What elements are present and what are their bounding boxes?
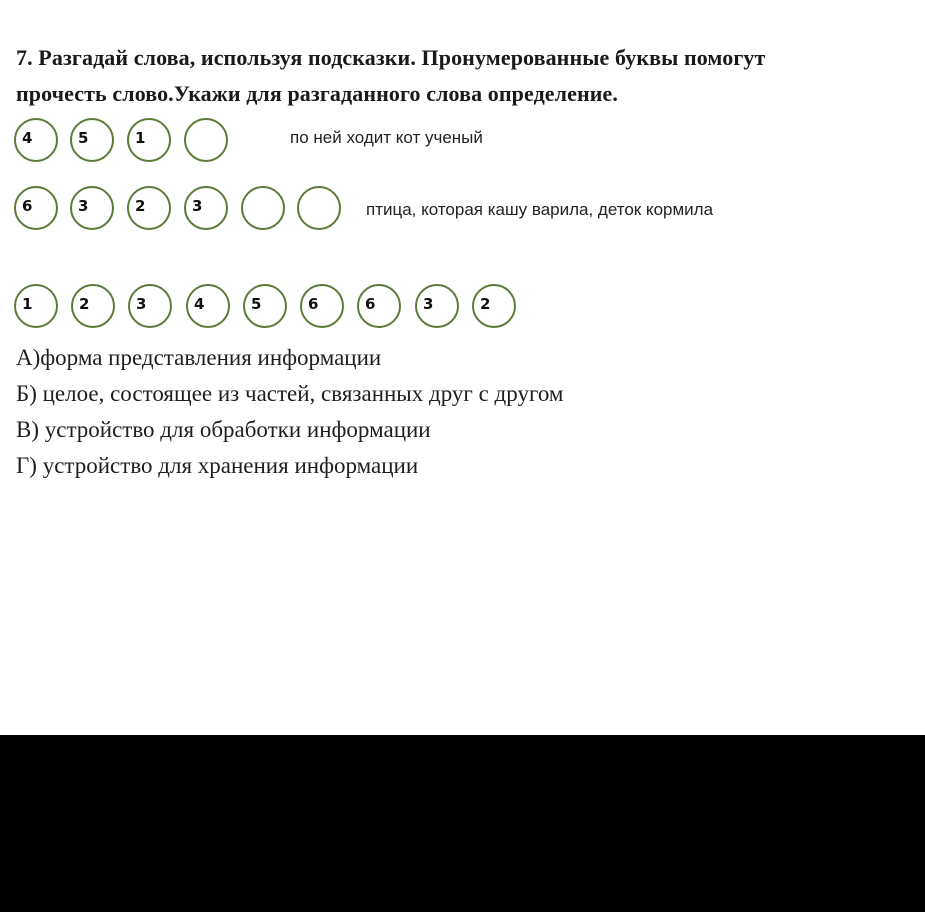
option-b[interactable]: Б) целое, состоящее из частей, связанных друг с другом — [16, 381, 564, 406]
hint-text: птица, которая кашу варила, деток кормила — [366, 200, 714, 219]
answer-circle[interactable] — [128, 284, 172, 328]
task-statement — [16, 40, 906, 112]
answer-circle[interactable] — [14, 284, 58, 328]
answer-circle[interactable] — [472, 284, 516, 328]
letter-circle[interactable] — [184, 186, 228, 230]
circle-number: 2 — [135, 197, 146, 215]
letter-circle[interactable] — [70, 186, 114, 230]
circle-number: 6 — [308, 295, 319, 313]
circle-number: 3 — [136, 295, 147, 313]
circle-number: 1 — [135, 129, 146, 147]
letter-circle[interactable] — [297, 186, 341, 230]
answer-circle[interactable] — [300, 284, 344, 328]
answer-row — [14, 284, 534, 336]
option-g[interactable]: Г) устройство для хранения информации — [16, 453, 419, 478]
letter-circle[interactable] — [70, 118, 114, 162]
answer-circle[interactable] — [243, 284, 287, 328]
hint-text: по ней ходит кот ученый — [290, 128, 483, 147]
circle-number: 5 — [251, 295, 262, 313]
circle-number: 6 — [22, 197, 33, 215]
circle-number: 2 — [79, 295, 90, 313]
puzzle-row-2 — [14, 186, 774, 238]
black-band — [0, 735, 925, 912]
letter-circle[interactable] — [14, 186, 58, 230]
puzzle-row-1 — [14, 118, 534, 170]
task-line-1: 7. Разгадай слова, используя подсказки. Пронумерованные буквы помогут — [16, 45, 766, 70]
letter-circle[interactable] — [241, 186, 285, 230]
answer-circle[interactable] — [71, 284, 115, 328]
answer-circle[interactable] — [357, 284, 401, 328]
letter-circle[interactable] — [127, 186, 171, 230]
letter-circle[interactable] — [14, 118, 58, 162]
task-line-2: прочесть слово.Укажи для разгаданного слова определение. — [16, 81, 618, 106]
circle-number: 2 — [480, 295, 491, 313]
letter-circle[interactable] — [127, 118, 171, 162]
definition-options — [16, 340, 563, 484]
option-v[interactable]: В) устройство для обработки информации — [16, 417, 431, 442]
circle-number: 3 — [78, 197, 89, 215]
answer-circle[interactable] — [186, 284, 230, 328]
letter-circle[interactable] — [184, 118, 228, 162]
option-a[interactable]: А)форма представления информации — [16, 345, 382, 370]
circle-number: 4 — [194, 295, 205, 313]
circle-number: 3 — [423, 295, 434, 313]
circle-number: 1 — [22, 295, 33, 313]
answer-circle[interactable] — [415, 284, 459, 328]
circle-number: 4 — [22, 129, 33, 147]
circle-number: 6 — [365, 295, 376, 313]
circle-number: 5 — [78, 129, 89, 147]
circle-number: 3 — [192, 197, 203, 215]
